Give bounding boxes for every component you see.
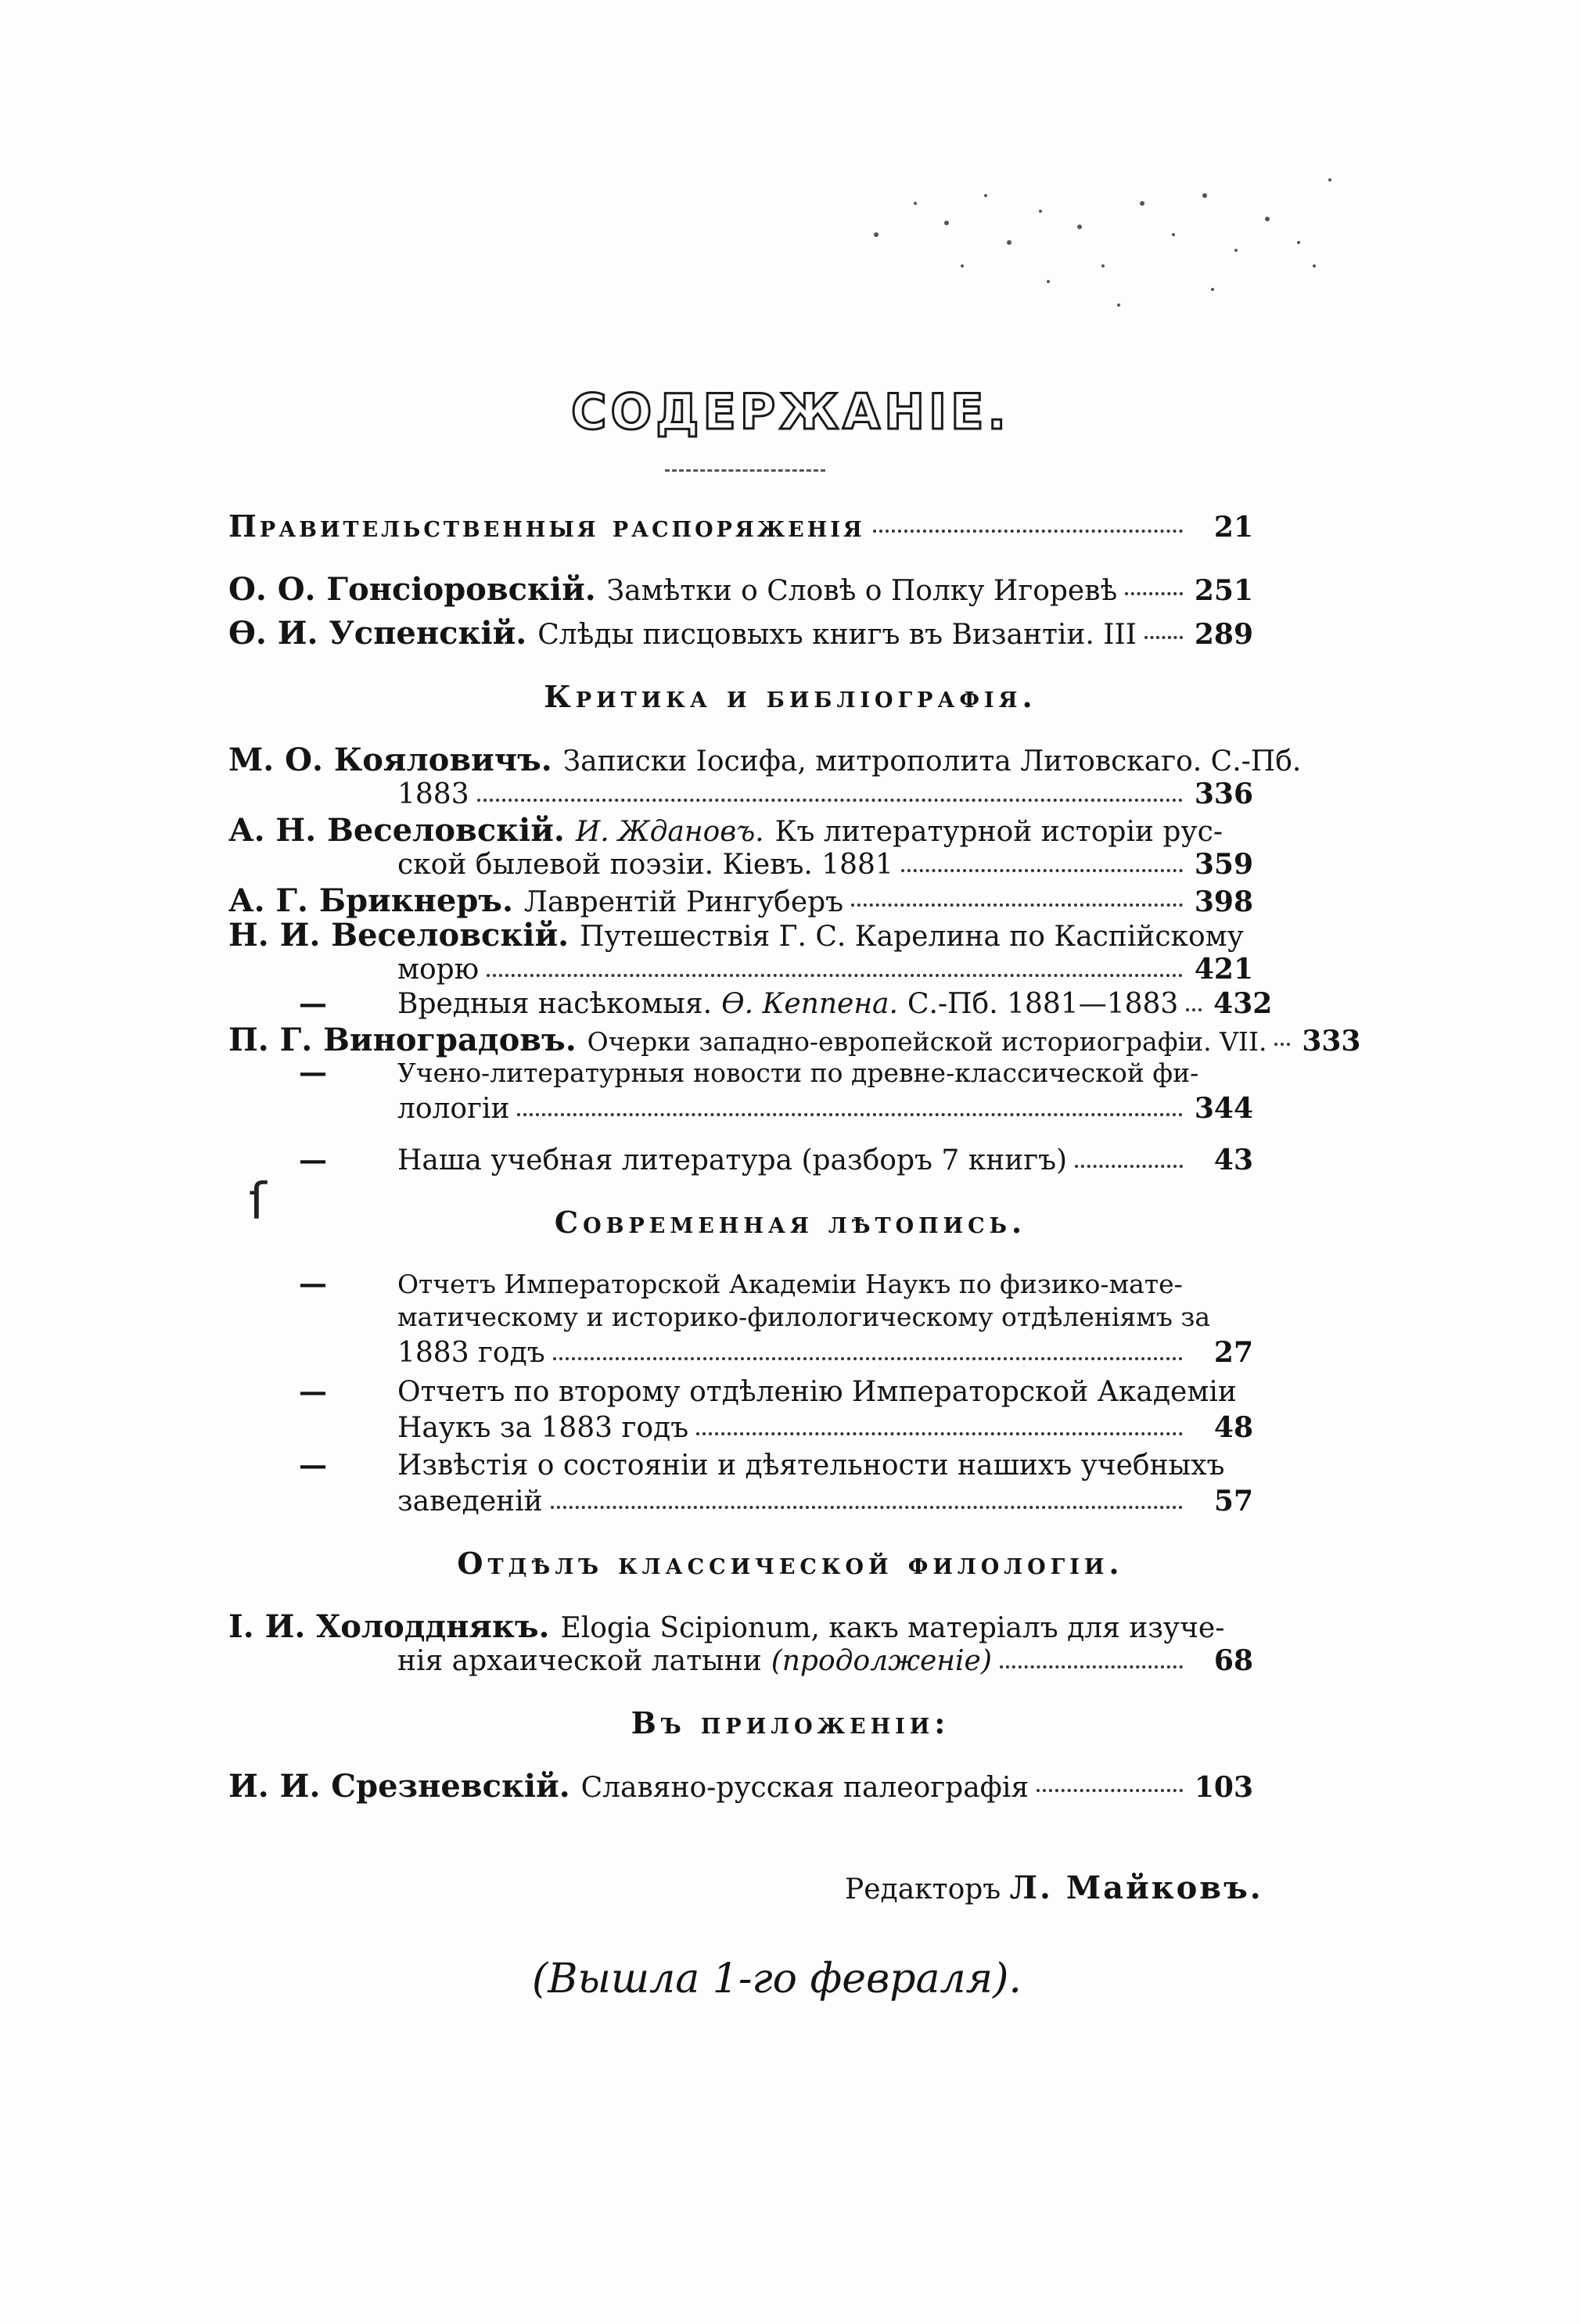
toc-row-cont bbox=[397, 1302, 1253, 1338]
entry-title: Очерки западно-европейской историографіи. VII. bbox=[587, 1026, 1267, 1057]
release-note: (Вышла 1-го февраля). bbox=[532, 1956, 1022, 2003]
leader bbox=[553, 1348, 1183, 1360]
toc-row-cont bbox=[397, 1644, 1253, 1680]
entry-title-cont: лологіи bbox=[397, 1093, 510, 1125]
entry-title: Слѣды писцовыхъ книгъ въ Византіи. III bbox=[537, 619, 1137, 651]
toc-row bbox=[228, 917, 1253, 953]
dash: — bbox=[299, 1449, 327, 1482]
entry-title: Славяно-русская палеографія bbox=[580, 1772, 1029, 1804]
page-title: СОДЕРЖАНІЕ. bbox=[571, 383, 1010, 440]
page-number: 21 bbox=[1213, 511, 1253, 544]
margin-pencil-mark: ſ bbox=[249, 1173, 267, 1231]
editor-line bbox=[845, 1870, 1263, 1906]
page-number: 289 bbox=[1194, 618, 1253, 651]
leader bbox=[1274, 1033, 1290, 1046]
toc-row bbox=[228, 615, 1253, 651]
leader bbox=[851, 894, 1183, 907]
dash: — bbox=[299, 1056, 327, 1089]
entry-title: Учено-литературныя новости по древне-классической фи- bbox=[397, 1058, 1199, 1088]
entry-author: О. О. Гонсіоровскій. bbox=[228, 571, 596, 608]
entry-title: Отчетъ по второму отдѣленію Императорской Академіи bbox=[397, 1376, 1237, 1408]
dash: — bbox=[299, 1267, 327, 1300]
page-number: 251 bbox=[1194, 574, 1253, 607]
page-number: 336 bbox=[1194, 778, 1253, 810]
leader bbox=[1144, 627, 1183, 639]
leader bbox=[1000, 1656, 1183, 1668]
dash: — bbox=[299, 1144, 327, 1176]
ink-specks bbox=[845, 149, 1353, 329]
toc-row-cont bbox=[397, 1485, 1253, 1521]
entry-title-cont: морю bbox=[397, 954, 480, 986]
dash: — bbox=[299, 1375, 327, 1408]
toc-row-cont bbox=[397, 848, 1253, 884]
page-number: 68 bbox=[1213, 1644, 1253, 1677]
toc-row bbox=[228, 1768, 1253, 1804]
leader bbox=[477, 789, 1183, 802]
leader bbox=[1037, 1780, 1183, 1792]
editor-name: Л. Майковъ. bbox=[1009, 1870, 1263, 1906]
leader bbox=[1186, 999, 1202, 1011]
leader bbox=[551, 1496, 1183, 1509]
entry-author: И. И. Срезневскій. bbox=[228, 1768, 570, 1805]
toc-row bbox=[228, 742, 1302, 778]
entry-title: Наша учебная литература (разборъ 7 книгъ) bbox=[397, 1144, 1068, 1176]
section-critique: Критика и библіографія. bbox=[544, 679, 1037, 714]
toc-row bbox=[228, 1608, 1253, 1644]
toc-row bbox=[228, 1449, 1253, 1485]
page-number: 43 bbox=[1213, 1144, 1253, 1176]
entry-author: І. И. Холодднякъ. bbox=[228, 1608, 550, 1645]
leader bbox=[1125, 583, 1183, 595]
section-chronicle: Современная лѣтопись. bbox=[554, 1205, 1027, 1240]
toc-row bbox=[228, 812, 1253, 848]
page-number: 359 bbox=[1194, 848, 1253, 881]
entry-title: Лаврентій Рингуберъ bbox=[523, 886, 844, 918]
page-number: 398 bbox=[1194, 885, 1253, 918]
page-number: 48 bbox=[1213, 1411, 1253, 1444]
entry-title: Замѣтки о Словѣ о Полку Игоревѣ bbox=[606, 575, 1118, 607]
entry-title-cont: 1883 bbox=[397, 778, 469, 810]
entry-title: Путешествія Г. С. Карелина по Каспійскому bbox=[580, 921, 1244, 953]
leader bbox=[901, 860, 1183, 872]
leader bbox=[873, 520, 1183, 533]
entry-author: А. Н. Веселовскій. bbox=[228, 812, 565, 849]
toc-row-cont bbox=[397, 953, 1253, 989]
page-number: 57 bbox=[1213, 1485, 1253, 1518]
entry-title: Извѣстія о состояніи и дѣятельности нашихъ учебныхъ bbox=[397, 1449, 1225, 1482]
entry-author: Ѳ. И. Успенскій. bbox=[228, 615, 527, 652]
page-number: 432 bbox=[1213, 987, 1273, 1020]
toc-row-gov bbox=[228, 508, 1253, 544]
title-rule bbox=[665, 469, 825, 472]
section-appendix: Въ приложеніи: bbox=[631, 1705, 950, 1740]
entry-title: Записки Іосифа, митрополита Литовскаго. С.-Пб. bbox=[562, 745, 1302, 778]
entry-title: Къ литературной исторіи рус- bbox=[774, 816, 1223, 848]
page-number: 27 bbox=[1213, 1336, 1253, 1369]
entry-title-2: С.-Пб. 1881—1883 bbox=[907, 988, 1179, 1020]
leader bbox=[696, 1423, 1183, 1435]
toc-row bbox=[228, 882, 1253, 918]
entry-title-cont: нія архаической латыни bbox=[397, 1645, 762, 1677]
toc-row-cont bbox=[397, 1092, 1253, 1128]
page-number: 344 bbox=[1194, 1092, 1253, 1125]
section-classics: Отдѣлъ классической филологіи. bbox=[457, 1546, 1124, 1581]
entry-title: Отчетъ Императорской Академіи Наукъ по физико-мате- bbox=[397, 1269, 1183, 1299]
entry-title-cont2: 1883 годъ bbox=[397, 1337, 545, 1369]
entry-title-italic: Ѳ. Кеппена. bbox=[721, 988, 898, 1020]
dash: — bbox=[299, 987, 327, 1020]
entry-title-cont: заведеній bbox=[397, 1485, 543, 1518]
section-gov: Правительственныя распоряженія bbox=[228, 508, 865, 544]
toc-row bbox=[228, 1144, 1253, 1180]
entry-title: Elogia Scipionum, какъ матеріалъ для изуче- bbox=[560, 1612, 1225, 1644]
page-number: 421 bbox=[1194, 953, 1253, 986]
entry-title-italic: (продолженіе) bbox=[771, 1645, 992, 1677]
toc-row bbox=[228, 1056, 1253, 1092]
toc-row-cont bbox=[397, 1336, 1253, 1372]
entry-author: М. О. Кояловичъ. bbox=[228, 742, 552, 778]
leader bbox=[487, 964, 1183, 977]
toc-row bbox=[228, 1375, 1253, 1411]
entry-author: Н. И. Веселовскій. bbox=[228, 917, 570, 954]
toc-row bbox=[228, 987, 1273, 1023]
page-number: 333 bbox=[1302, 1025, 1361, 1058]
leader bbox=[517, 1104, 1183, 1116]
leader bbox=[1075, 1155, 1183, 1168]
page-number: 103 bbox=[1194, 1771, 1253, 1804]
toc-row-cont bbox=[397, 778, 1253, 814]
entry-title: Вредныя насѣкомыя. bbox=[397, 988, 713, 1020]
entry-title-cont: ской былевой поэзіи. Кіевъ. 1881 bbox=[397, 849, 893, 881]
toc-row bbox=[228, 1022, 1361, 1058]
entry-author: П. Г. Виноградовъ. bbox=[228, 1022, 577, 1058]
toc-row-cont bbox=[397, 1411, 1253, 1447]
toc-row bbox=[228, 571, 1253, 607]
entry-title-cont: Наукъ за 1883 годъ bbox=[397, 1412, 689, 1444]
entry-author: А. Г. Брикнеръ. bbox=[228, 882, 513, 919]
toc-row bbox=[228, 1267, 1253, 1303]
entry-title-cont: матическому и историко-филологическому отдѣленіямъ за bbox=[397, 1302, 1211, 1332]
editor-label: Редакторъ bbox=[845, 1873, 1001, 1906]
entry-title-italic: И. Ждановъ. bbox=[575, 816, 764, 848]
